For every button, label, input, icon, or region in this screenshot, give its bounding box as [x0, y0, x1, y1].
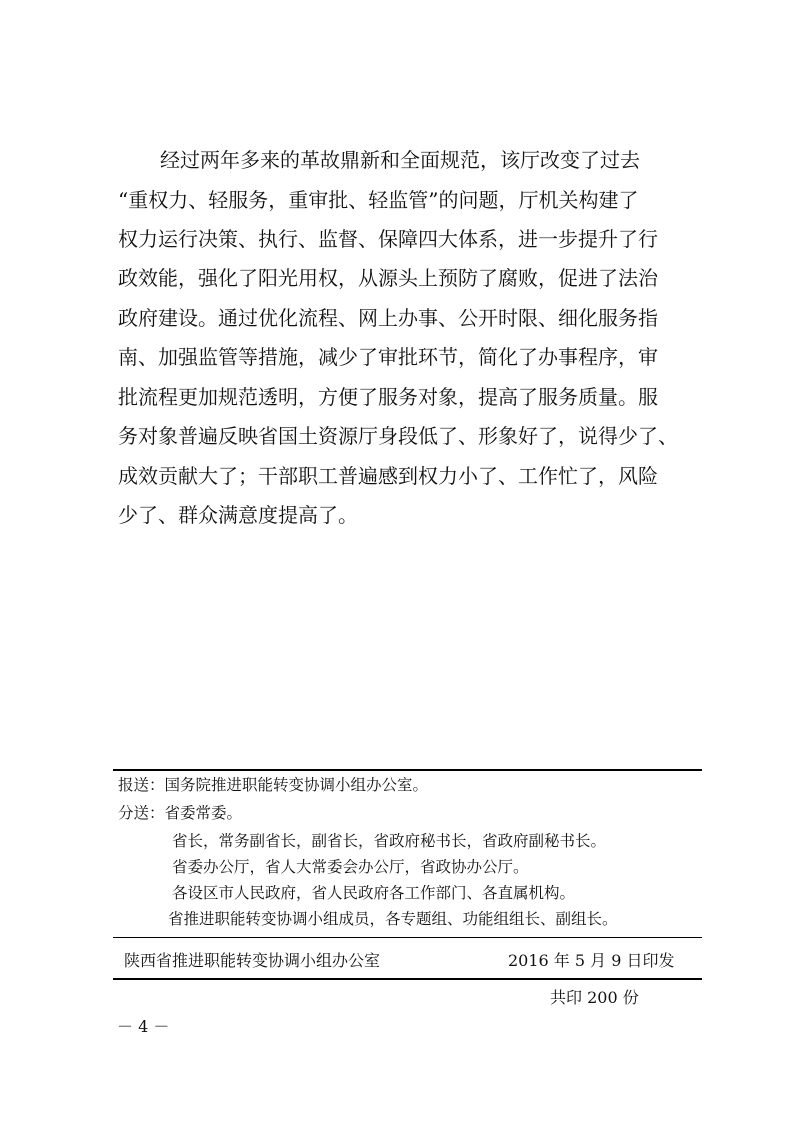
copy-list-item: 各设区市人民政府，省人民政府各工作部门、各直属机构。: [172, 884, 576, 902]
print-copies: 共印 200 份: [550, 988, 639, 1007]
page-number: － 4 －: [117, 1017, 170, 1036]
report-to-line: 报送：国务院推进职能转变协调小组办公室。: [118, 776, 429, 794]
paragraph-line: 经过两年多来的革故鼎新和全面规范，该厅改变了过去: [160, 148, 640, 172]
paragraph-line: 批流程更加规范透明，方便了服务对象，提高了服务质量。服: [118, 385, 658, 409]
paragraph-line: 务对象普遍反映省国土资源厅身段低了、形象好了，说得少了、: [118, 424, 678, 448]
top-rule: [113, 769, 702, 771]
paragraph-line: 政府建设。通过优化流程、网上办事、公开时限、细化服务指: [118, 306, 658, 330]
paragraph-line: “重权力、轻服务，重审批、轻监管”的问题，厅机关构建了: [118, 188, 639, 212]
paragraph-line: 南、加强监管等措施，减少了审批环节，简化了办事程序，审: [118, 345, 658, 369]
middle-rule: [113, 937, 702, 938]
bottom-rule: [113, 978, 702, 980]
copy-list-item: 省推进职能转变协调小组成员，各专题组、功能组组长、副组长。: [168, 910, 618, 928]
issue-date: 2016 年 5 月 9 日印发: [508, 951, 675, 970]
paragraph-line: 少了、群众满意度提高了。: [118, 503, 358, 527]
copy-list-item: 省委办公厅，省人大常委会办公厅，省政协办公厅。: [172, 858, 529, 876]
issuer: 陕西省推进职能转变协调小组办公室: [124, 951, 381, 970]
paragraph-line: 成效贡献大了；干部职工普遍感到权力小了、工作忙了，风险: [118, 464, 658, 488]
paragraph-line: 权力运行决策、执行、监督、保障四大体系，进一步提升了行: [118, 227, 658, 251]
copy-list-item: 省长，常务副省长，副省长，省政府秘书长，省政府副秘书长。: [172, 832, 607, 850]
copy-to-line: 分送：省委常委。: [118, 804, 243, 822]
paragraph-line: 政效能，强化了阳光用权，从源头上预防了腐败，促进了法治: [118, 266, 658, 290]
